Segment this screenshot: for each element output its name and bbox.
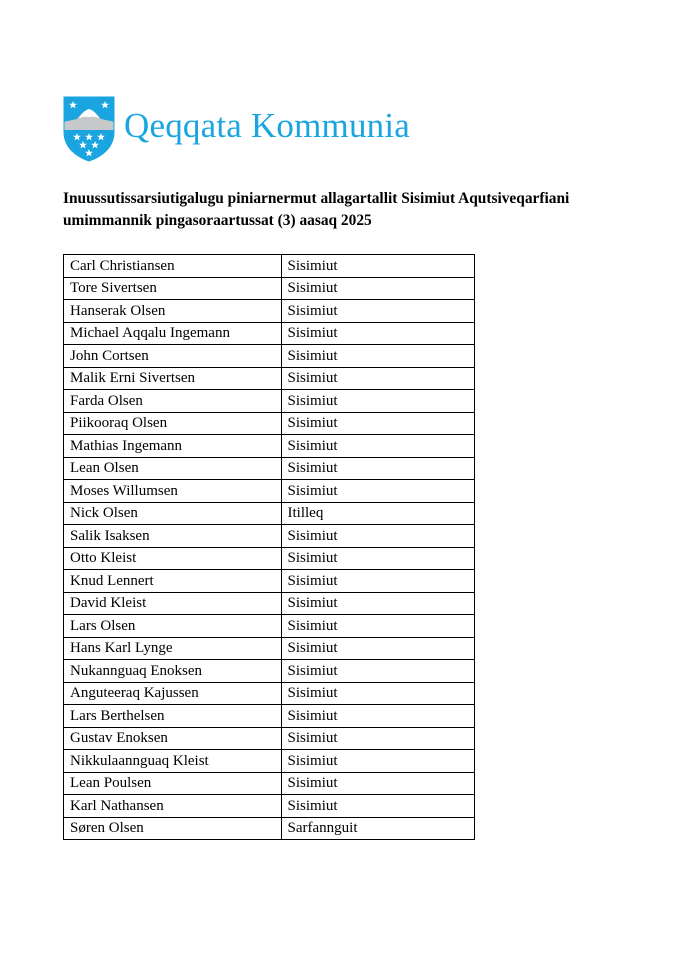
settlement-cell: Sisimiut xyxy=(281,547,474,570)
hunter-name-cell: Lars Olsen xyxy=(64,615,282,638)
settlement-cell: Sarfannguit xyxy=(281,817,474,840)
settlement-cell: Sisimiut xyxy=(281,727,474,750)
hunter-name-cell: Piikooraq Olsen xyxy=(64,412,282,435)
table-row xyxy=(64,660,475,683)
settlement-cell: Sisimiut xyxy=(281,772,474,795)
settlement-cell: Sisimiut xyxy=(281,682,474,705)
hunter-name-cell: Lars Berthelsen xyxy=(64,705,282,728)
hunter-name-cell: Moses Willumsen xyxy=(64,480,282,503)
hunter-name-cell: Søren Olsen xyxy=(64,817,282,840)
settlement-cell: Sisimiut xyxy=(281,705,474,728)
settlement-cell: Sisimiut xyxy=(281,750,474,773)
settlement-cell: Sisimiut xyxy=(281,570,474,593)
table-row xyxy=(64,682,475,705)
hunter-name-cell: Nukannguaq Enoksen xyxy=(64,660,282,683)
settlement-cell: Sisimiut xyxy=(281,795,474,818)
hunter-name-cell: Salik Isaksen xyxy=(64,525,282,548)
table-row xyxy=(64,750,475,773)
settlement-cell: Sisimiut xyxy=(281,255,474,278)
hunter-name-cell: Lean Olsen xyxy=(64,457,282,480)
table-row xyxy=(64,615,475,638)
document-title: Inuussutissarsiutigalugu piniarnermut allagartallit Sisimiut Aqutsiveqarfiani umimmannik pingasoraartussat (3) aasaq 2025 xyxy=(63,190,570,229)
hunter-name-cell: David Kleist xyxy=(64,592,282,615)
municipality-name: Qeqqata Kommunia xyxy=(124,105,411,145)
hunter-name-cell: Otto Kleist xyxy=(64,547,282,570)
hunter-name-cell: Nick Olsen xyxy=(64,502,282,525)
hunter-name-cell: Malik Erni Sivertsen xyxy=(64,367,282,390)
hunter-name-cell: Karl Nathansen xyxy=(64,795,282,818)
settlement-cell: Sisimiut xyxy=(281,660,474,683)
hunter-name-cell: Michael Aqqalu Ingemann xyxy=(64,322,282,345)
hunter-name-cell: John Cortsen xyxy=(64,345,282,368)
hunters-table xyxy=(63,254,475,840)
table-row xyxy=(64,345,475,368)
settlement-cell: Sisimiut xyxy=(281,322,474,345)
table-row xyxy=(64,412,475,435)
hunter-name-cell: Hanserak Olsen xyxy=(64,300,282,323)
settlement-cell: Sisimiut xyxy=(281,345,474,368)
settlement-cell: Sisimiut xyxy=(281,637,474,660)
table-row xyxy=(64,322,475,345)
settlement-cell: Sisimiut xyxy=(281,390,474,413)
settlement-cell: Sisimiut xyxy=(281,412,474,435)
settlement-cell: Sisimiut xyxy=(281,277,474,300)
settlement-cell: Sisimiut xyxy=(281,525,474,548)
table-row xyxy=(64,795,475,818)
hunter-name-cell: Nikkulaannguaq Kleist xyxy=(64,750,282,773)
table-row xyxy=(64,502,475,525)
table-row xyxy=(64,570,475,593)
table-row xyxy=(64,435,475,458)
hunter-name-cell: Carl Christiansen xyxy=(64,255,282,278)
hunter-name-cell: Gustav Enoksen xyxy=(64,727,282,750)
hunter-name-cell: Lean Poulsen xyxy=(64,772,282,795)
hunter-name-cell: Hans Karl Lynge xyxy=(64,637,282,660)
settlement-cell: Sisimiut xyxy=(281,480,474,503)
table-row xyxy=(64,390,475,413)
table-row xyxy=(64,480,475,503)
hunter-name-cell: Mathias Ingemann xyxy=(64,435,282,458)
coat-of-arms-icon xyxy=(63,96,115,162)
header-logo xyxy=(63,96,410,162)
settlement-cell: Itilleq xyxy=(281,502,474,525)
table-row xyxy=(64,547,475,570)
hunter-name-cell: Farda Olsen xyxy=(64,390,282,413)
table-row xyxy=(64,457,475,480)
hunter-name-cell: Anguteeraq Kajussen xyxy=(64,682,282,705)
table-row xyxy=(64,772,475,795)
table-row xyxy=(64,592,475,615)
settlement-cell: Sisimiut xyxy=(281,615,474,638)
settlement-cell: Sisimiut xyxy=(281,435,474,458)
settlement-cell: Sisimiut xyxy=(281,367,474,390)
settlement-cell: Sisimiut xyxy=(281,457,474,480)
table-row xyxy=(64,705,475,728)
table-row xyxy=(64,300,475,323)
table-row xyxy=(64,727,475,750)
table-row xyxy=(64,277,475,300)
hunter-name-cell: Tore Sivertsen xyxy=(64,277,282,300)
settlement-cell: Sisimiut xyxy=(281,592,474,615)
table-row xyxy=(64,525,475,548)
hunter-name-cell: Knud Lennert xyxy=(64,570,282,593)
settlement-cell: Sisimiut xyxy=(281,300,474,323)
table-row xyxy=(64,255,475,278)
table-row xyxy=(64,637,475,660)
table-row xyxy=(64,817,475,840)
table-row xyxy=(64,367,475,390)
